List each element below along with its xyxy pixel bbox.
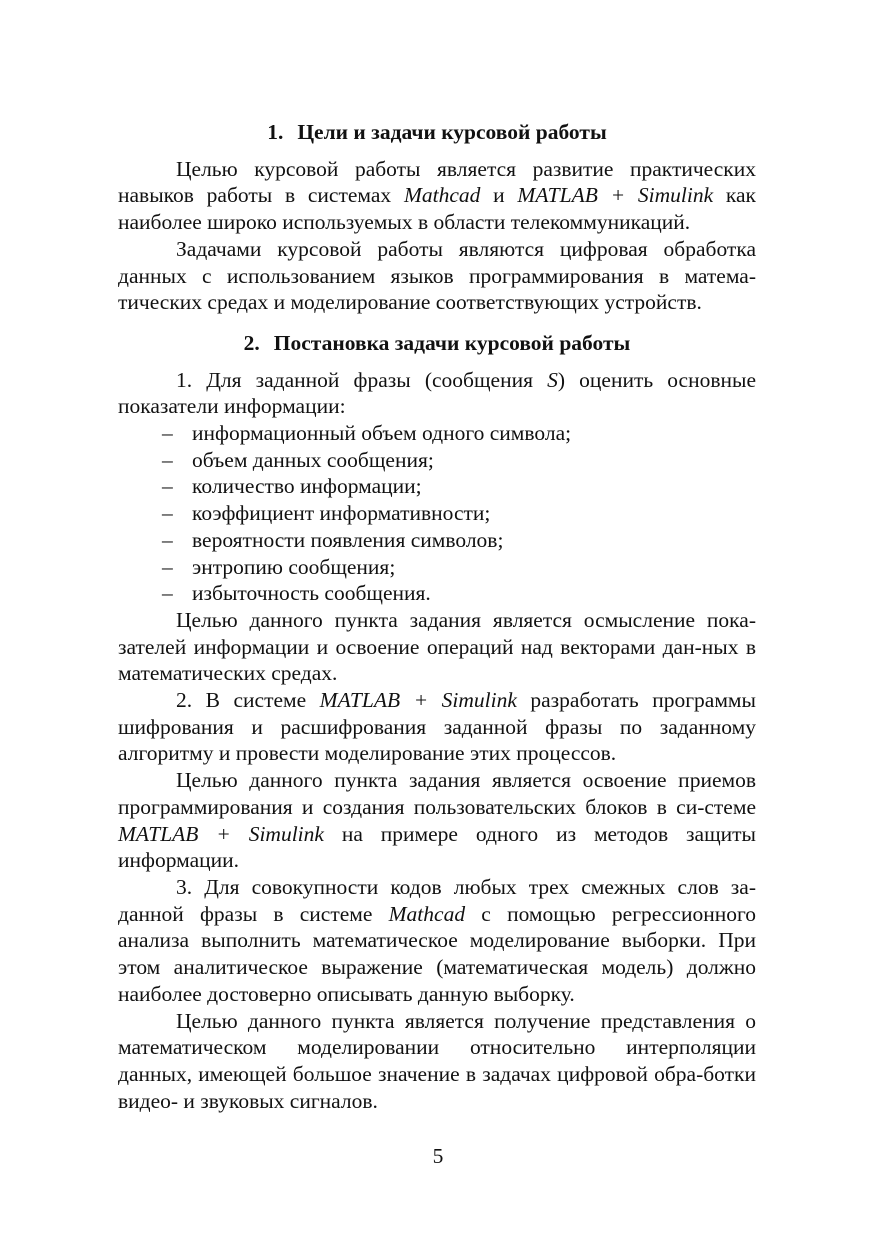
dash-bullet: –	[162, 527, 173, 552]
matlab-simulink-term: MATLAB + Simulink	[118, 821, 324, 846]
task-2-paragraph	[118, 687, 756, 767]
list-item-text: энтропию сообщения;	[192, 554, 396, 579]
task-2-goal-paragraph	[118, 767, 756, 874]
task-3-goal-paragraph: Целью данного пункта является получение представления о математическом моделировании относительно интерполяции данных, имеющей большое значение в задачах цифровой обра-ботки видео- и звуковых сигналов.	[118, 1008, 756, 1113]
text-run: 1. Для заданной фразы (сообщения	[176, 367, 548, 392]
text-run: как наиболее широко используемых в области телекоммуникаций.	[118, 183, 756, 235]
list-item	[118, 554, 756, 581]
list-item-text: вероятности появления символов;	[192, 527, 504, 552]
list-item-text: количество информации;	[192, 474, 422, 499]
text-run: ) оценить основные показатели информации:	[118, 367, 757, 419]
document-page	[118, 112, 756, 1114]
matlab-simulink-term: MATLAB + Simulink	[319, 688, 517, 713]
dash-bullet: –	[162, 501, 173, 526]
task-3-paragraph	[118, 874, 756, 1008]
section-2-heading	[118, 330, 756, 357]
section-1-title: Цели и задачи курсовой работы	[297, 120, 607, 144]
list-item-text: коэффициент информативности;	[192, 501, 491, 526]
list-item-text: объем данных сообщения;	[192, 447, 434, 472]
list-item	[118, 420, 756, 447]
section-2-title: Постановка задачи курсовой работы	[273, 330, 631, 355]
page-number: 5	[432, 1144, 444, 1168]
text-run: Целью данного пункта задания является освоение приемов программирования и создания пользовательских блоков в си-стеме	[118, 768, 756, 819]
text-run: 3. Для совокупности кодов любых трех смежных слов за-данной фразы в системе	[118, 874, 756, 926]
text-run: 2. В системе	[176, 688, 320, 713]
dash-bullet: –	[162, 554, 173, 579]
task-1-paragraph	[118, 367, 756, 420]
dash-bullet: –	[162, 474, 173, 499]
dash-bullet: –	[162, 581, 173, 606]
section-1-paragraph-2: Задачами курсовой работы являются цифровая обработка данных с использованием языков программирования в матема-тических средах и моделирование соответствующих устройств.	[118, 236, 756, 315]
dash-bullet: –	[162, 447, 173, 472]
dash-bullet: –	[162, 421, 173, 446]
list-item	[118, 447, 756, 474]
indicator-list	[118, 420, 756, 607]
message-symbol: S	[547, 367, 558, 392]
mathcad-term: Mathcad	[403, 183, 481, 208]
list-item	[118, 473, 756, 500]
task-1-goal-paragraph: Целью данного пункта задания является осмысление пока-зателей информации и освоение операций над векторами дан-ных в математических средах.	[118, 607, 756, 686]
list-item-text: избыточность сообщения.	[192, 581, 431, 606]
section-1-number: 1.	[267, 120, 284, 144]
text-run: и	[480, 183, 518, 208]
text-run: разработать программы шифрования и расшифрования заданной фразы по заданному алгоритму и провести моделирование этих процессов.	[118, 688, 756, 766]
text-run: с помощью регрессионного анализа выполнить математическое моделирование выборки. При этом аналитическое выражение (математическая модель) должно наиболее достоверно описывать данную выборку.	[118, 901, 756, 1006]
list-item	[118, 527, 756, 554]
matlab-simulink-term: MATLAB + Simulink	[517, 183, 714, 208]
list-item-text: информационный объем одного символа;	[192, 421, 572, 446]
list-item	[118, 580, 756, 607]
mathcad-term: Mathcad	[388, 901, 466, 926]
text-run: на примере одного из методов защиты информации.	[118, 821, 756, 873]
section-1-paragraph-1	[118, 156, 756, 236]
text-run: Целью курсовой работы является развитие практических навыков работы в системах	[118, 156, 756, 208]
section-1-heading	[118, 119, 756, 146]
section-2-number: 2.	[243, 330, 260, 355]
list-item	[118, 500, 756, 527]
